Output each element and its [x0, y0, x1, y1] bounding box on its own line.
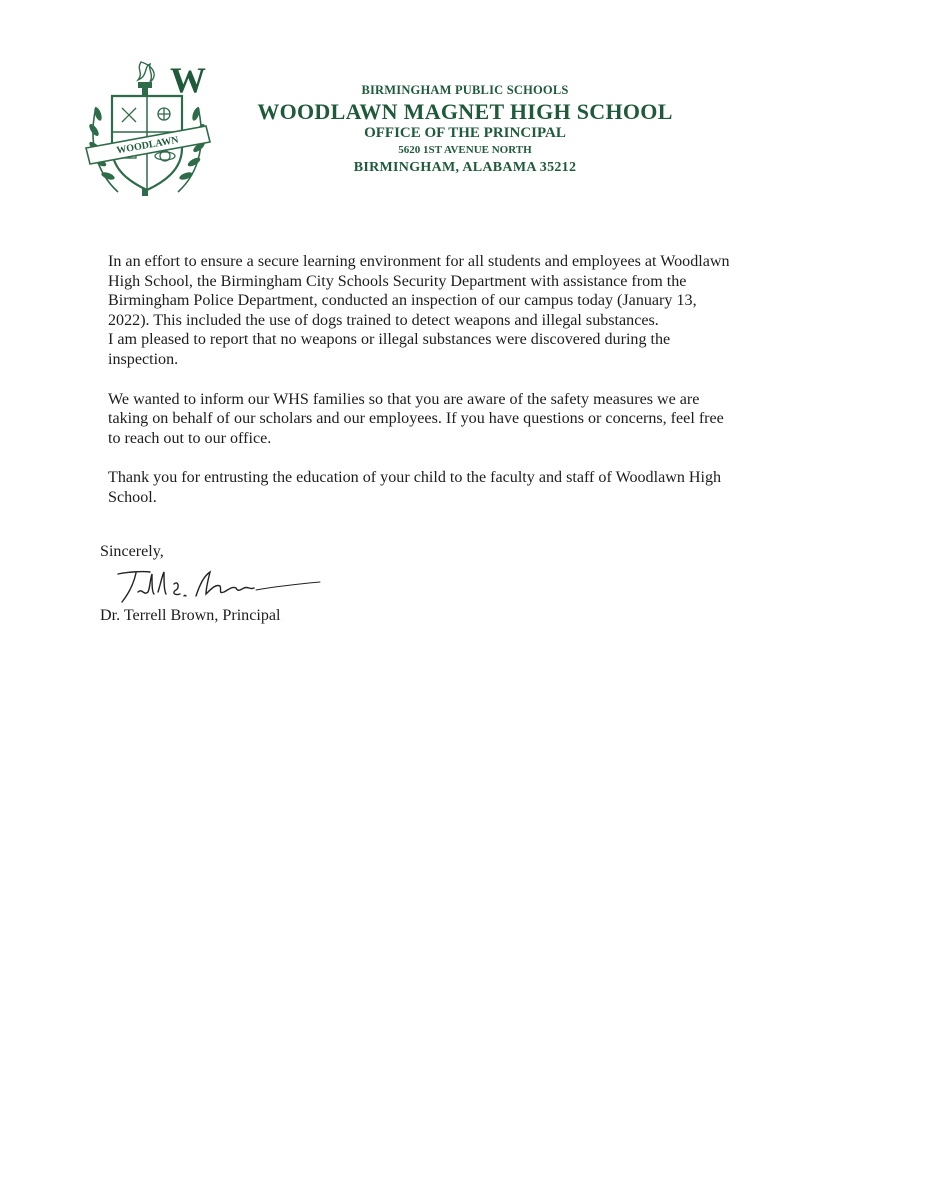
- paragraph-thank-you: [108, 468, 813, 507]
- letterhead: [250, 84, 680, 175]
- crest-icon: [78, 52, 218, 202]
- paragraph-line: School.: [108, 488, 157, 506]
- school-name: WOODLAWN MAGNET HIGH SCHOOL: [257, 99, 673, 125]
- paragraph-line: inspection.: [108, 350, 179, 368]
- letter-body: [108, 252, 813, 528]
- paragraph-line: I am pleased to report that no weapons or illegal substances were discovered during the: [108, 331, 671, 349]
- paragraph-inspection: [108, 252, 813, 370]
- district-name: BIRMINGHAM PUBLIC SCHOOLS: [361, 83, 569, 97]
- paragraph-line: High School, the Birmingham City Schools Security Department with assistance from the: [108, 272, 687, 290]
- paragraph-line: Thank you for entrusting the education of your child to the faculty and staff of Woodlawn High: [108, 469, 722, 487]
- crest-letter: W: [170, 60, 206, 100]
- office-title: OFFICE OF THE PRINCIPAL: [364, 125, 566, 142]
- paragraph-line: In an effort to ensure a secure learning environment for all students and employees at Woodlawn: [108, 253, 730, 270]
- city-address: BIRMINGHAM, ALABAMA 35212: [353, 159, 577, 175]
- paragraph-inform-families: [108, 390, 813, 449]
- closing-salutation: Sincerely,: [100, 543, 164, 560]
- signer-name: Dr. Terrell Brown, Principal: [100, 607, 281, 624]
- paragraph-line: Birmingham Police Department, conducted an inspection of our campus today (January 13,: [108, 292, 697, 310]
- signature-icon: [108, 562, 328, 608]
- paragraph-line: to reach out to our office.: [108, 429, 272, 447]
- street-address: 5620 1ST AVENUE NORTH: [398, 143, 532, 156]
- paragraph-line: 2022). This included the use of dogs trained to detect weapons and illegal substances.: [108, 311, 659, 329]
- paragraph-line: taking on behalf of our scholars and our employees. If you have questions or concerns, feel free: [108, 410, 724, 428]
- signature-image: [108, 562, 328, 608]
- crest-banner-text: WOODLAWN: [115, 134, 180, 157]
- school-crest-logo: [78, 52, 218, 202]
- paragraph-line: We wanted to inform our WHS families so that you are aware of the safety measures we are: [108, 390, 700, 408]
